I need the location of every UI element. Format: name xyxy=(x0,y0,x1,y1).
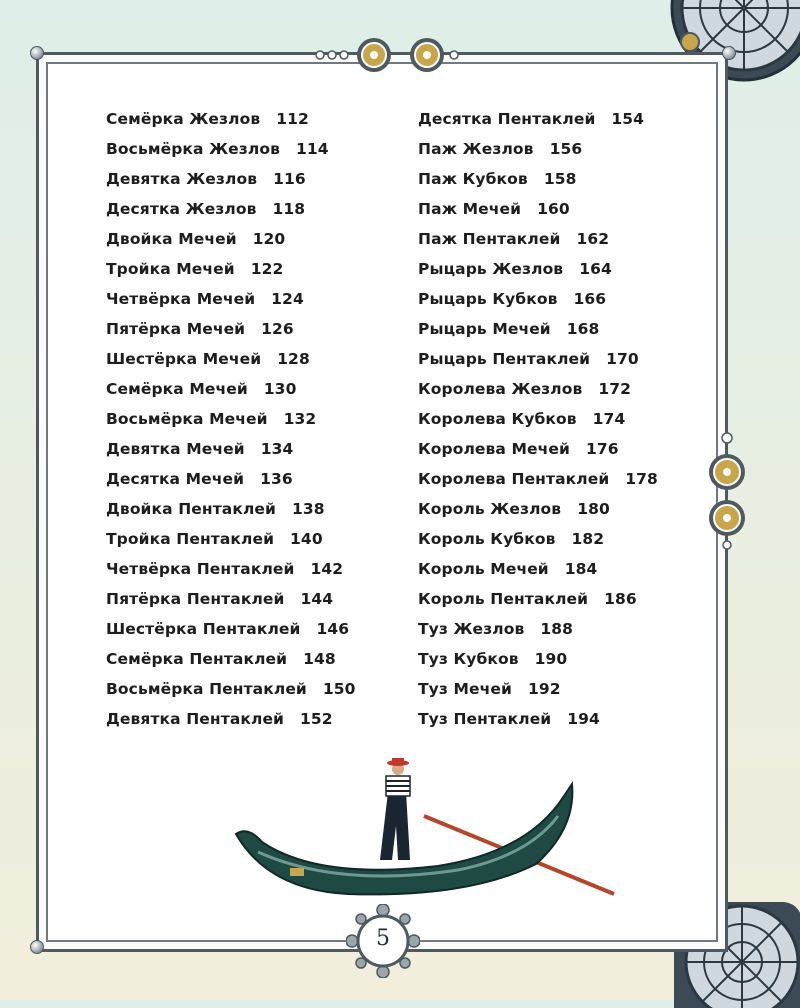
toc-entry-page: 182 xyxy=(571,530,605,548)
toc-entry-title: Рыцарь Жезлов xyxy=(418,260,564,278)
toc-entry xyxy=(418,674,658,704)
toc-entry-title: Семёрка Жезлов xyxy=(106,110,261,128)
toc-entry xyxy=(106,134,356,164)
toc-entry-title: Тройка Пентаклей xyxy=(106,530,275,548)
toc-entry xyxy=(418,404,658,434)
toc-entry xyxy=(418,524,658,554)
toc-entry-title: Десятка Пентаклей xyxy=(418,110,596,128)
toc-entry-title: Паж Мечей xyxy=(418,200,522,218)
toc-entry-page: 174 xyxy=(592,410,626,428)
toc-entry-title: Королева Кубков xyxy=(418,410,577,428)
toc-entry-page: 112 xyxy=(276,110,309,128)
toc-entry-title: Шестёрка Мечей xyxy=(106,350,262,368)
toc-entry xyxy=(106,404,356,434)
frame-corner-ornament xyxy=(722,46,736,60)
toc-entry xyxy=(106,494,356,524)
toc-entry xyxy=(418,164,658,194)
toc-entry-page: 136 xyxy=(260,470,293,488)
toc-entry-page: 116 xyxy=(273,170,306,188)
toc-entry-page: 138 xyxy=(291,500,325,518)
toc-entry-title: Пятёрка Пентаклей xyxy=(106,590,285,608)
toc-entry-title: Восьмёрка Мечей xyxy=(106,410,268,428)
toc-entry xyxy=(106,674,356,704)
toc-entry-page: 128 xyxy=(277,350,310,368)
toc-entry-page: 170 xyxy=(606,350,639,368)
toc-entry-title: Король Кубков xyxy=(418,530,556,548)
toc-entry-page: 134 xyxy=(260,440,294,458)
toc-right-column xyxy=(418,104,658,734)
toc-entry-title: Четвёрка Пентаклей xyxy=(106,560,295,578)
toc-entry-title: Четвёрка Мечей xyxy=(106,290,256,308)
toc-entry-page: 140 xyxy=(290,530,323,548)
toc-entry-title: Двойка Мечей xyxy=(106,230,237,248)
toc-entry-page: 142 xyxy=(310,560,344,578)
toc-entry-page: 126 xyxy=(261,320,294,338)
toc-entry xyxy=(418,464,658,494)
toc-entry-title: Восьмёрка Жезлов xyxy=(106,140,281,158)
toc-entry-page: 120 xyxy=(252,230,286,248)
toc-entry-title: Королева Мечей xyxy=(418,440,570,458)
toc-entry xyxy=(418,134,658,164)
toc-entry-page: 176 xyxy=(585,440,619,458)
toc-entry xyxy=(106,194,356,224)
toc-left-column xyxy=(106,104,356,734)
toc-entry-page: 154 xyxy=(611,110,645,128)
toc-entry xyxy=(106,464,356,494)
toc-entry xyxy=(106,374,356,404)
toc-entry-title: Паж Жезлов xyxy=(418,140,534,158)
toc-entry-page: 146 xyxy=(316,620,350,638)
toc-entry-title: Десятка Жезлов xyxy=(106,200,257,218)
toc-entry xyxy=(418,194,658,224)
toc-entry-page: 156 xyxy=(549,140,583,158)
toc-entry-title: Паж Пентаклей xyxy=(418,230,561,248)
toc-entry-page: 168 xyxy=(566,320,600,338)
toc-entry xyxy=(106,224,356,254)
toc-entry-title: Тройка Мечей xyxy=(106,260,235,278)
toc-entry-title: Семёрка Пентаклей xyxy=(106,650,288,668)
toc-entry-title: Девятка Жезлов xyxy=(106,170,258,188)
toc-entry xyxy=(418,224,658,254)
toc-entry-title: Семёрка Мечей xyxy=(106,380,248,398)
toc-entry-title: Король Пентаклей xyxy=(418,590,589,608)
toc-entry-title: Шестёрка Пентаклей xyxy=(106,620,301,638)
toc-entry-title: Туз Жезлов xyxy=(418,620,525,638)
toc-entry-title: Десятка Мечей xyxy=(106,470,245,488)
toc-entry-title: Королева Пентаклей xyxy=(418,470,610,488)
frame-corner-ornament xyxy=(30,46,44,60)
page-number-badge xyxy=(346,904,420,978)
toc-entry-title: Двойка Пентаклей xyxy=(106,500,276,518)
toc-entry xyxy=(418,704,658,734)
toc-entry-page: 164 xyxy=(579,260,612,278)
page-number: 5 xyxy=(376,926,390,951)
toc-entry-page: 188 xyxy=(540,620,574,638)
toc-entry xyxy=(418,344,658,374)
toc-entry xyxy=(418,314,658,344)
toc-entry-title: Рыцарь Мечей xyxy=(418,320,551,338)
toc-entry-page: 158 xyxy=(543,170,577,188)
toc-entry-title: Туз Кубков xyxy=(418,650,519,668)
toc-entry-page: 184 xyxy=(564,560,598,578)
toc-entry-page: 132 xyxy=(283,410,317,428)
toc-entry-title: Король Мечей xyxy=(418,560,549,578)
toc-entry-title: Паж Кубков xyxy=(418,170,528,188)
toc-entry xyxy=(106,704,356,734)
toc-entry-page: 178 xyxy=(625,470,658,488)
toc-entry-page: 152 xyxy=(300,710,333,728)
toc-entry xyxy=(106,344,356,374)
toc-entry-page: 172 xyxy=(598,380,632,398)
toc-entry-page: 118 xyxy=(272,200,306,218)
toc-entry-title: Королева Жезлов xyxy=(418,380,583,398)
toc-entry xyxy=(418,284,658,314)
toc-entry xyxy=(418,374,658,404)
toc-entry xyxy=(106,164,356,194)
gondola-icon xyxy=(228,756,620,906)
toc-entry xyxy=(418,494,658,524)
toc-entry-page: 150 xyxy=(322,680,356,698)
toc-entry-title: Туз Мечей xyxy=(418,680,512,698)
toc-entry-page: 130 xyxy=(263,380,297,398)
toc-entry-title: Девятка Пентаклей xyxy=(106,710,285,728)
frame-corner-ornament xyxy=(30,940,44,954)
toc-entry-page: 124 xyxy=(271,290,304,308)
toc-entry xyxy=(106,104,356,134)
toc-entry xyxy=(106,614,356,644)
toc-entry-title: Восьмёрка Пентаклей xyxy=(106,680,307,698)
toc-entry-page: 190 xyxy=(534,650,568,668)
toc-entry-title: Пятёрка Мечей xyxy=(106,320,246,338)
toc-entry xyxy=(106,284,356,314)
toc-entry-title: Рыцарь Кубков xyxy=(418,290,558,308)
toc-entry xyxy=(418,644,658,674)
toc-entry xyxy=(106,644,356,674)
toc-entry xyxy=(418,554,658,584)
toc-entry xyxy=(106,314,356,344)
toc-entry-page: 162 xyxy=(576,230,610,248)
toc-entry xyxy=(418,434,658,464)
toc-entry xyxy=(418,254,658,284)
toc-entry xyxy=(106,584,356,614)
toc-entry xyxy=(106,524,356,554)
toc-entry-page: 166 xyxy=(573,290,607,308)
toc-entry xyxy=(418,584,658,614)
toc-entry-page: 114 xyxy=(296,140,329,158)
toc-entry-title: Девятка Мечей xyxy=(106,440,245,458)
toc-entry-page: 194 xyxy=(567,710,600,728)
toc-entry-title: Король Жезлов xyxy=(418,500,562,518)
toc-entry-page: 186 xyxy=(604,590,637,608)
toc-entry-page: 144 xyxy=(300,590,334,608)
toc-entry-page: 148 xyxy=(303,650,336,668)
toc-entry-page: 180 xyxy=(577,500,610,518)
side-medallion-ornament xyxy=(704,430,750,550)
toc-entry xyxy=(106,434,356,464)
toc-entry xyxy=(418,104,658,134)
toc-entry-page: 160 xyxy=(537,200,570,218)
toc-entry-title: Рыцарь Пентаклей xyxy=(418,350,591,368)
top-medallion-ornament xyxy=(314,36,460,76)
toc-entry xyxy=(106,554,356,584)
toc-entry-page: 192 xyxy=(527,680,561,698)
toc-entry-page: 122 xyxy=(250,260,284,278)
toc-entry-title: Туз Пентаклей xyxy=(418,710,552,728)
toc-entry xyxy=(106,254,356,284)
toc-entry xyxy=(418,614,658,644)
